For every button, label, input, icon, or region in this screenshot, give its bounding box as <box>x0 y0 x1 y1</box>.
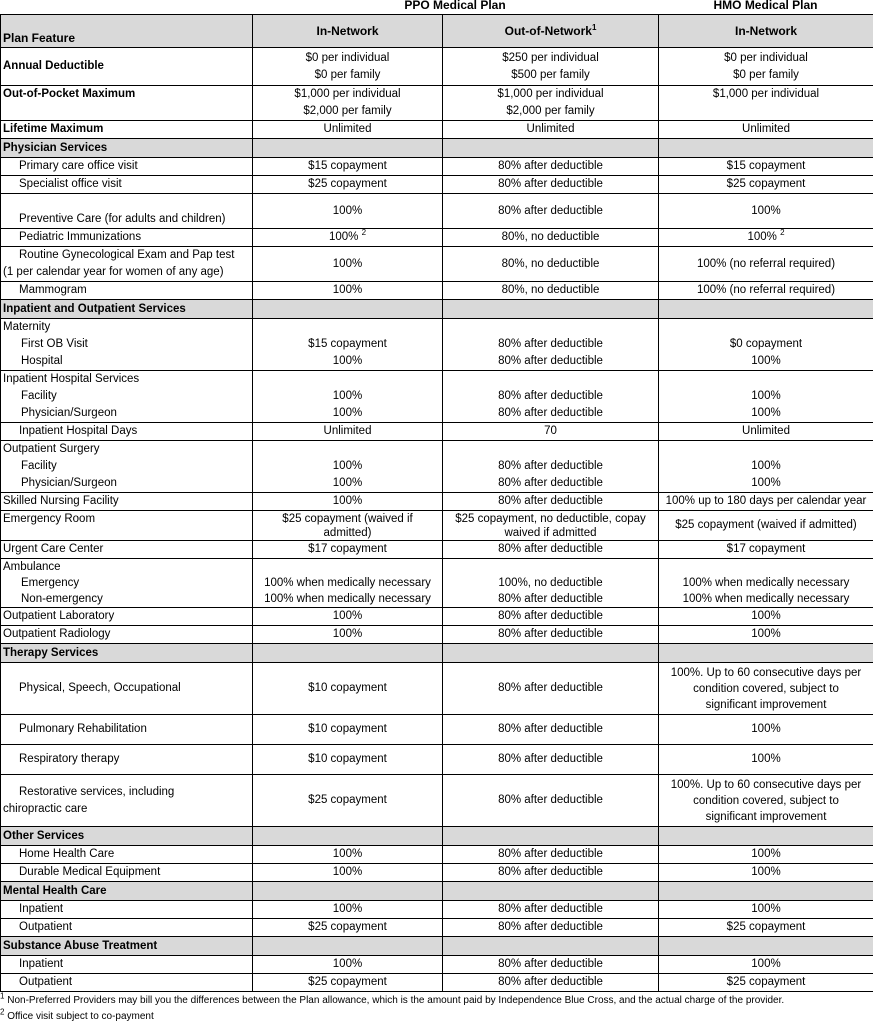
cell: 80%, no deductible <box>443 229 659 247</box>
cell-line: 80% after deductible <box>498 355 603 367</box>
cell-line: $2,000 per family <box>303 105 392 117</box>
cell: 100% <box>253 864 443 882</box>
footnote-ref: 2 <box>361 228 367 238</box>
cell-line: Routine Gynecological Exam and Pap test <box>19 249 235 261</box>
cell: 100% <box>253 282 443 300</box>
cell-line: 80% after deductible <box>498 338 603 350</box>
row-label: Skilled Nursing Facility <box>1 493 253 511</box>
cell <box>443 937 659 956</box>
cell: 100% <box>659 745 873 775</box>
table-row <box>1 608 873 626</box>
cell-line: 100% <box>751 390 781 402</box>
cell-line: 100% <box>332 477 363 489</box>
cell: 80% after deductible <box>443 608 659 626</box>
cell-line: First OB Visit <box>21 338 88 350</box>
section-title: Substance Abuse Treatment <box>1 937 253 956</box>
cell-line: Physician/Surgeon <box>21 407 117 419</box>
row-label: Outpatient <box>1 919 253 937</box>
cell-line: $1,000 per individual <box>497 88 604 100</box>
row-label <box>1 247 253 282</box>
cell-line: 100% <box>332 460 363 472</box>
cell: $15 copayment <box>659 158 873 176</box>
cell <box>253 441 443 493</box>
cell: 100% (no referral required) <box>659 282 873 300</box>
cell-line: $25 copayment, no deductible, copay <box>455 512 646 525</box>
row-label: Lifetime Maximum <box>1 121 253 139</box>
cell-line: 80% after deductible <box>498 477 603 489</box>
cell <box>443 86 659 121</box>
cell-line: $2,000 per family <box>506 105 595 117</box>
cell <box>253 229 443 247</box>
cell <box>443 139 659 158</box>
cell: $10 copayment <box>253 745 443 775</box>
row-label: Emergency Room <box>1 511 253 541</box>
cell: 80% after deductible <box>443 901 659 919</box>
cell-line: 80% after deductible <box>498 460 603 472</box>
cell-line: 100% when medically necessary <box>264 593 431 605</box>
cell-line: 100% when medically necessary <box>682 593 850 605</box>
col-ppo-in-network: In-Network <box>253 15 443 48</box>
row-label: Pulmonary Rehabilitation <box>1 715 253 745</box>
cell: Unlimited <box>659 121 873 139</box>
cell <box>253 937 443 956</box>
col-plan-feature: Plan Feature <box>1 15 253 48</box>
table-row <box>1 493 873 511</box>
cell-line: Ambulance <box>3 561 61 573</box>
cell-line: Facility <box>21 460 57 472</box>
footnote-text: Non-Preferred Providers may bill you the differences between the Plan allowance, which is the amount paid by Independence Blue Cross, and the actual charge of the provider. <box>4 995 785 1006</box>
cell <box>253 371 443 423</box>
benefits-table <box>0 14 873 992</box>
col-ppo-out-of-network <box>443 15 659 48</box>
cell-line: Physician/Surgeon <box>21 477 117 489</box>
cell <box>659 86 873 121</box>
cell-line: 80% after deductible <box>498 593 603 605</box>
table-row <box>1 158 873 176</box>
cell <box>253 644 443 663</box>
cell <box>253 827 443 846</box>
cell: 100% <box>253 626 443 644</box>
table-row <box>1 775 873 827</box>
cell: 100% <box>253 846 443 864</box>
row-label: Outpatient Radiology <box>1 626 253 644</box>
cell: 100% up to 180 days per calendar year <box>659 493 873 511</box>
cell-line: 100% <box>751 407 781 419</box>
cell: Unlimited <box>443 121 659 139</box>
cell <box>659 644 873 663</box>
cell-line: $0 per individual <box>305 51 390 64</box>
cell <box>659 882 873 901</box>
cell: 80%, no deductible <box>443 282 659 300</box>
cell <box>659 775 873 827</box>
cell-line: $0 per family <box>314 68 381 81</box>
cell: $25 copayment <box>253 176 443 194</box>
row-label: Out-of-Pocket Maximum <box>1 86 253 121</box>
cell: 100% <box>659 715 873 745</box>
cell <box>659 663 873 715</box>
cell: 100% <box>253 956 443 974</box>
cell: $25 copayment <box>253 919 443 937</box>
table-row <box>1 282 873 300</box>
cell-line: 80% after deductible <box>498 407 603 419</box>
cell: 80% after deductible <box>443 956 659 974</box>
cell-line: Emergency <box>21 577 80 589</box>
cell <box>659 229 873 247</box>
table-row <box>1 626 873 644</box>
cell-line: 100% when medically necessary <box>264 577 431 589</box>
table-row <box>1 663 873 715</box>
cell-line: (1 per calendar year for women of any age) <box>3 266 224 278</box>
hmo-plan-title: HMO Medical Plan <box>713 0 818 12</box>
cell-line: 80% after deductible <box>498 390 603 402</box>
plan-headers <box>0 0 873 14</box>
section-title: Therapy Services <box>1 644 253 663</box>
cell: 80% after deductible <box>443 864 659 882</box>
cell-line: 100%, no deductible <box>498 577 603 589</box>
cell-line: $1,000 per individual <box>294 88 401 100</box>
cell-line: $500 per family <box>511 68 590 81</box>
row-label: Inpatient Hospital Days <box>1 423 253 441</box>
cell: 100% <box>659 626 873 644</box>
cell-line: 100%. Up to 60 consecutive days per <box>670 666 862 679</box>
cell: Unlimited <box>659 423 873 441</box>
cell <box>253 882 443 901</box>
cell-line: condition covered, subject to <box>693 794 839 807</box>
col-ppo-out-label: Out-of-Network <box>504 23 592 38</box>
row-label <box>1 441 253 493</box>
cell: 100% <box>253 901 443 919</box>
cell: $10 copayment <box>253 663 443 715</box>
cell <box>659 371 873 423</box>
cell-line: 100% when medically necessary <box>682 577 850 589</box>
table-row <box>1 48 873 86</box>
table-row <box>1 194 873 229</box>
cell <box>659 559 873 608</box>
table-row <box>1 715 873 745</box>
cell-line: Maternity <box>3 321 51 333</box>
section-row <box>1 300 873 319</box>
cell: 80% after deductible <box>443 176 659 194</box>
row-label: Home Health Care <box>1 846 253 864</box>
cell <box>253 86 443 121</box>
cell: 80% after deductible <box>443 974 659 992</box>
table-row <box>1 86 873 121</box>
cell: 80% after deductible <box>443 775 659 827</box>
cell-line: $250 per individual <box>502 51 599 64</box>
cell: $25 copayment <box>253 775 443 827</box>
row-label <box>1 559 253 608</box>
cell-line: 100% <box>751 355 781 367</box>
footnote-text: Office visit subject to co-payment <box>4 1011 154 1022</box>
cell <box>443 48 659 86</box>
cell-line: Facility <box>21 390 57 402</box>
row-label: Pediatric Immunizations <box>1 229 253 247</box>
cell: 80% after deductible <box>443 919 659 937</box>
cell: 80% after deductible <box>443 493 659 511</box>
row-label <box>1 775 253 827</box>
cell-line: significant improvement <box>705 810 827 823</box>
cell: $10 copayment <box>253 715 443 745</box>
cell: 100% <box>659 608 873 626</box>
row-label: Physical, Speech, Occupational <box>1 663 253 715</box>
footnote-2 <box>0 1007 873 1023</box>
table-row <box>1 247 873 282</box>
cell-line: chiropractic care <box>3 802 88 815</box>
table-row <box>1 229 873 247</box>
cell-text: 100% <box>328 231 359 243</box>
cell: $25 copayment (waived if admitted) <box>659 511 873 541</box>
cell-line: $25 copayment (waived if <box>282 512 413 525</box>
cell <box>253 300 443 319</box>
cell: Unlimited <box>253 423 443 441</box>
cell-line: Hospital <box>21 355 63 367</box>
cell: $25 copayment <box>659 919 873 937</box>
table-row <box>1 745 873 775</box>
cell: 100% <box>253 247 443 282</box>
cell <box>659 319 873 371</box>
cell-line: waived if admitted <box>504 526 597 539</box>
cell <box>659 827 873 846</box>
cell <box>659 300 873 319</box>
section-row <box>1 937 873 956</box>
cell-line: admitted) <box>323 526 372 539</box>
table-row <box>1 441 873 493</box>
row-label: Specialist office visit <box>1 176 253 194</box>
cell-line: 100% <box>332 355 363 367</box>
row-label: Durable Medical Equipment <box>1 864 253 882</box>
cell: 80% after deductible <box>443 158 659 176</box>
cell: 100% <box>253 194 443 229</box>
cell: $17 copayment <box>659 541 873 559</box>
cell: 100% <box>659 901 873 919</box>
cell-line: $0 per family <box>733 68 799 81</box>
cell-line: 100% <box>332 407 363 419</box>
cell-line: $0 copayment <box>729 338 803 350</box>
footnote-ref: 2 <box>780 228 785 238</box>
row-label: Inpatient <box>1 956 253 974</box>
table-row <box>1 846 873 864</box>
table-row <box>1 864 873 882</box>
cell-line: Restorative services, including <box>19 785 175 798</box>
cell: 80% after deductible <box>443 745 659 775</box>
section-title: Inpatient and Outpatient Services <box>1 300 253 319</box>
row-label: Primary care office visit <box>1 158 253 176</box>
cell: Unlimited <box>253 121 443 139</box>
cell: 80%, no deductible <box>443 247 659 282</box>
cell <box>659 937 873 956</box>
cell: 100% (no referral required) <box>659 247 873 282</box>
row-label: Outpatient Laboratory <box>1 608 253 626</box>
cell: 70 <box>443 423 659 441</box>
cell <box>253 559 443 608</box>
table-row <box>1 371 873 423</box>
ppo-plan-title: PPO Medical Plan <box>404 0 506 12</box>
cell <box>443 827 659 846</box>
cell <box>443 559 659 608</box>
section-row <box>1 882 873 901</box>
cell-line: 100% <box>332 390 363 402</box>
section-row <box>1 139 873 158</box>
cell: 100% <box>659 846 873 864</box>
cell: 80% after deductible <box>443 626 659 644</box>
row-label: Outpatient <box>1 974 253 992</box>
cell-line: 100% <box>751 460 781 472</box>
cell-line: $15 copayment <box>308 338 387 350</box>
section-title: Other Services <box>1 827 253 846</box>
row-label: Annual Deductible <box>1 48 253 86</box>
cell: 80% after deductible <box>443 541 659 559</box>
cell <box>253 139 443 158</box>
cell-line: $1,000 per individual <box>712 88 820 100</box>
table-row <box>1 919 873 937</box>
cell: 100% <box>253 493 443 511</box>
table-row <box>1 559 873 608</box>
cell: $25 copayment <box>253 974 443 992</box>
cell: $25 copayment <box>659 176 873 194</box>
cell-line: Outpatient Surgery <box>3 443 100 455</box>
cell-line: Non-emergency <box>21 593 103 605</box>
cell: 100% <box>253 608 443 626</box>
cell: $17 copayment <box>253 541 443 559</box>
cell-text: 100% <box>747 231 777 243</box>
cell <box>443 511 659 541</box>
cell <box>443 371 659 423</box>
cell <box>253 48 443 86</box>
row-label: Respiratory therapy <box>1 745 253 775</box>
table-row <box>1 974 873 992</box>
section-row <box>1 644 873 663</box>
section-title: Physician Services <box>1 139 253 158</box>
cell <box>443 300 659 319</box>
cell <box>443 644 659 663</box>
table-row <box>1 901 873 919</box>
cell <box>659 139 873 158</box>
cell-line: 100% <box>751 477 781 489</box>
cell: 100% <box>659 956 873 974</box>
cell-line: 100%. Up to 60 consecutive days per <box>670 778 862 791</box>
cell: 100% <box>659 194 873 229</box>
cell: 80% after deductible <box>443 194 659 229</box>
col-hmo-in-network: In-Network <box>659 15 873 48</box>
cell: 80% after deductible <box>443 663 659 715</box>
table-row <box>1 956 873 974</box>
table-row <box>1 511 873 541</box>
table-row <box>1 121 873 139</box>
footnote-mark: 1 <box>0 991 5 1001</box>
row-label <box>1 371 253 423</box>
table-row <box>1 176 873 194</box>
cell-line: $0 per individual <box>724 51 808 64</box>
row-label: Mammogram <box>1 282 253 300</box>
cell <box>443 882 659 901</box>
cell-line: Inpatient Hospital Services <box>3 373 140 385</box>
row-label: Preventive Care (for adults and children) <box>1 194 253 229</box>
cell <box>659 48 873 86</box>
cell <box>443 441 659 493</box>
cell: 80% after deductible <box>443 846 659 864</box>
table-row <box>1 319 873 371</box>
cell: $25 copayment <box>659 974 873 992</box>
table-row <box>1 423 873 441</box>
cell <box>659 441 873 493</box>
row-label <box>1 319 253 371</box>
cell <box>253 511 443 541</box>
cell <box>443 319 659 371</box>
cell-line: significant improvement <box>705 698 827 711</box>
footnote-1 <box>0 991 873 1007</box>
section-title: Mental Health Care <box>1 882 253 901</box>
header-row <box>1 15 873 48</box>
cell: $15 copayment <box>253 158 443 176</box>
cell: 100% <box>659 864 873 882</box>
footnote-mark: 2 <box>0 1007 5 1017</box>
cell <box>253 319 443 371</box>
section-row <box>1 827 873 846</box>
cell-line: condition covered, subject to <box>693 682 839 695</box>
row-label: Urgent Care Center <box>1 541 253 559</box>
row-label: Inpatient <box>1 901 253 919</box>
cell: 80% after deductible <box>443 715 659 745</box>
table-row <box>1 541 873 559</box>
footnote-ref: 1 <box>591 22 597 32</box>
